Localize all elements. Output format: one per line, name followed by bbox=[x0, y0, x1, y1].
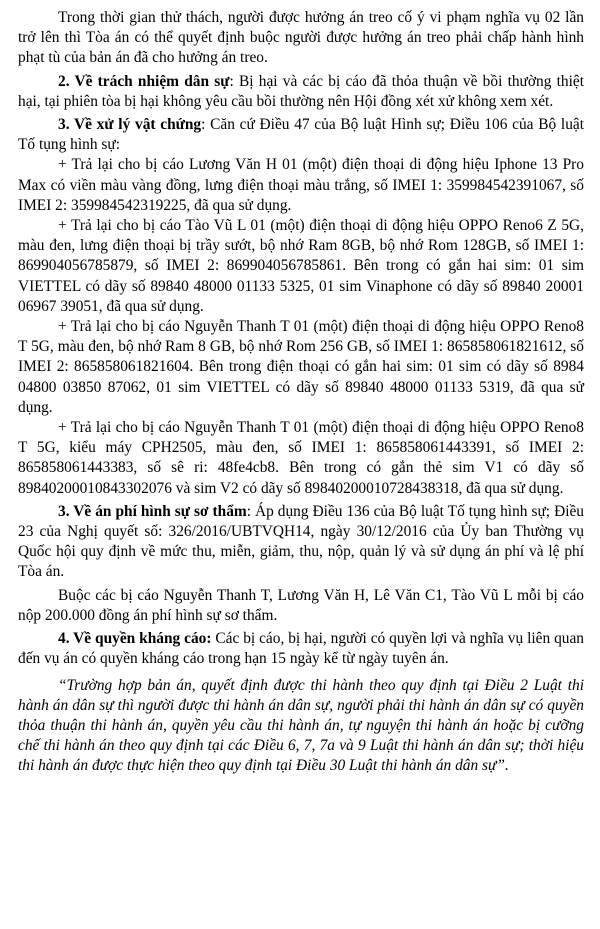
appeal-paragraph bbox=[18, 629, 584, 669]
civil-liability-heading: 2. Về trách nhiệm dân sự bbox=[58, 72, 230, 90]
appeal-text: Các bị cáo, bị hại, người có quyền lợi và nghĩa vụ liên quan đến vụ án có quyền kháng cáo trong hạn 15 ngày kể từ ngày tuyên án. bbox=[18, 630, 584, 668]
evidence-paragraph bbox=[18, 115, 584, 155]
court-fee-obligation: Buộc các bị cáo Nguyễn Thanh T, Lương Văn H, Lê Văn C1, Tào Vũ L mỗi bị cáo nộp 200.000 đồng án phí hình sự sơ thẩm. bbox=[18, 586, 584, 624]
evidence-text: : Căn cứ Điều 47 của Bộ luật Hình sự; Điều 106 của Bộ luật Tố tụng hình sự: bbox=[18, 116, 585, 154]
evidence-item-1: + Trả lại cho bị cáo Lương Văn H 01 (một) điện thoại di động hiệu Iphone 13 Pro Max có viền màu vàng đồng, lưng điện thoại màu trắng, số IMEI 1: 359984542391067, số IMEI 2: 359984542319225, đã qua sử dụng. bbox=[18, 156, 584, 214]
evidence-item-2: + Trả lại cho bị cáo Tào Vũ L 01 (một) điện thoại di động hiệu OPPO Reno6 Z 5G, màu đen, lưng điện thoại bị trầy sướt, bộ nhớ Ram 8GB, bộ nhớ Rom 128GB, số IMEI 1: 869904056785879, số IMEI 2: 869904056785861. Bên trong có gắn hai sim: 01 sim VIETTEL có dãy số 89840 48000 01133 5325, 01 sim Vinaphone có dãy số 89840 20001 06967 39051, đã qua sử dụng. bbox=[18, 217, 584, 315]
court-fee-paragraph bbox=[18, 502, 584, 583]
evidence-item-4: + Trả lại cho bị cáo Nguyễn Thanh T 01 (một) điện thoại di động hiệu OPPO Reno8 T 5G, kiểu máy CPH2505, màu đen, số IMEI 1: 865858061443391, số IMEI 2: 865858061443383, số sê ri: 48fe4cb8. Bên trong có gắn thẻ sim V1 có dãy số 89840200010843302076 và sim V2 có dãy số 89840200010728438318, đã qua sử dụng. bbox=[18, 419, 584, 497]
court-fee-text: : Áp dụng Điều 136 của Bộ luật Tố tụng hình sự; Điều 23 của Nghị quyết số: 326/2016/UBTVQH14, ngày 30/12/2016 của Ủy ban Thường vụ Quốc hội quy định về mức thu, miễn, giảm, thu, nộp, quản lý và sử dụng án phí và lệ phí Tòa án. bbox=[18, 502, 584, 581]
evidence-heading: 3. Về xử lý vật chứng bbox=[58, 116, 202, 134]
appeal-heading: 4. Về quyền kháng cáo: bbox=[58, 630, 212, 648]
probation-paragraph: Trong thời gian thử thách, người được hưởng án treo cố ý vi phạm nghĩa vụ 02 lần trở lên thì Tòa án có thể quyết định buộc người được hưởng án treo phải chấp hành hình phạt tù của bản án đã cho hưởng án treo. bbox=[18, 9, 584, 67]
court-fee-heading: 3. Về án phí hình sự sơ thẩm bbox=[58, 502, 247, 520]
evidence-item-3: + Trả lại cho bị cáo Nguyễn Thanh T 01 (một) điện thoại di động hiệu OPPO Reno8 T 5G, màu đen, bộ nhớ Ram 8 GB, bộ nhớ Rom 256 GB, số IMEI 1: 865858061821612, số IMEI 2: 865858061821604. Bên trong điện thoại có gắn hai sim: 01 sim có dãy số 8984 04800 03850 87062, 01 sim VIETTEL có dãy số 89840 48000 01133 5319, đã qua sử dụng. bbox=[18, 318, 584, 416]
enforcement-quote: “Trường hợp bản án, quyết định được thi hành theo quy định tại Điều 2 Luật thi hành án dân sự thì người được thi hành án dân sự, người phải thi hành án dân sự có quyền thỏa thuận thi hành án, quyền yêu cầu thi hành án, tự nguyện thi hành án hoặc bị cưỡng chế thi hành án theo quy định tại các Điều 6, 7, 7a và 9 Luật thi hành án dân sự; thời hiệu thi hành án được thực hiện theo quy định tại Điều 30 Luật thi hành án dân sự”. bbox=[18, 676, 584, 775]
civil-liability-paragraph bbox=[18, 72, 584, 112]
civil-liability-text: : Bị hại và các bị cáo đã thỏa thuận về bồi thường thiệt hại, tại phiên tòa bị hại không yêu cầu bồi thường nên Hội đồng xét xử không xem xét. bbox=[18, 72, 584, 110]
